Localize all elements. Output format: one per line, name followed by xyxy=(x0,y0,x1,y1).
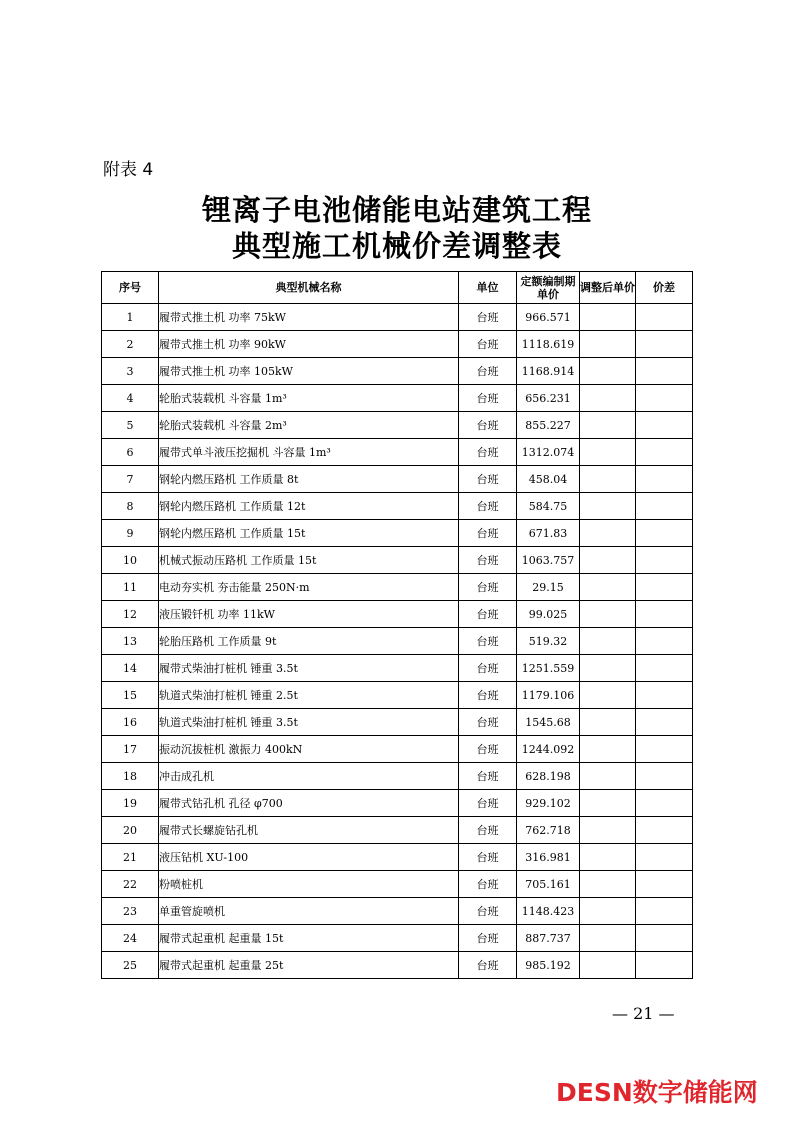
cell-adjusted-price xyxy=(580,655,636,682)
cell-unit: 台班 xyxy=(459,466,517,493)
cell-name: 履带式柴油打桩机 锤重 3.5t xyxy=(159,655,459,682)
header-name: 典型机械名称 xyxy=(159,272,459,304)
cell-name: 振动沉拔桩机 激振力 400kN xyxy=(159,736,459,763)
cell-unit: 台班 xyxy=(459,763,517,790)
table-row xyxy=(102,493,693,520)
cell-name: 履带式钻孔机 孔径 φ700 xyxy=(159,790,459,817)
cell-base-price: 1179.106 xyxy=(517,682,580,709)
cell-name: 轨道式柴油打桩机 锤重 3.5t xyxy=(159,709,459,736)
cell-unit: 台班 xyxy=(459,304,517,331)
appendix-label: 附表 4 xyxy=(103,160,154,180)
cell-base-price: 1545.68 xyxy=(517,709,580,736)
cell-name: 履带式推土机 功率 90kW xyxy=(159,331,459,358)
cell-name: 履带式长螺旋钻孔机 xyxy=(159,817,459,844)
cell-difference xyxy=(636,925,693,952)
cell-base-price: 628.198 xyxy=(517,763,580,790)
table-row xyxy=(102,574,693,601)
table-row xyxy=(102,466,693,493)
table-row xyxy=(102,898,693,925)
cell-difference xyxy=(636,385,693,412)
cell-unit: 台班 xyxy=(459,682,517,709)
cell-index: 10 xyxy=(102,547,159,574)
cell-unit: 台班 xyxy=(459,385,517,412)
cell-name: 冲击成孔机 xyxy=(159,763,459,790)
cell-adjusted-price xyxy=(580,709,636,736)
cell-index: 1 xyxy=(102,304,159,331)
cell-index: 21 xyxy=(102,844,159,871)
cell-difference xyxy=(636,304,693,331)
cell-adjusted-price xyxy=(580,385,636,412)
cell-difference xyxy=(636,736,693,763)
cell-difference xyxy=(636,574,693,601)
cell-adjusted-price xyxy=(580,736,636,763)
cell-name: 钢轮内燃压路机 工作质量 8t xyxy=(159,466,459,493)
cell-difference xyxy=(636,439,693,466)
cell-base-price: 458.04 xyxy=(517,466,580,493)
watermark-logo: DESN数字储能网 xyxy=(556,1078,758,1107)
cell-base-price: 671.83 xyxy=(517,520,580,547)
cell-index: 19 xyxy=(102,790,159,817)
cell-base-price: 855.227 xyxy=(517,412,580,439)
cell-index: 6 xyxy=(102,439,159,466)
cell-unit: 台班 xyxy=(459,898,517,925)
table-row xyxy=(102,412,693,439)
table-header-row xyxy=(102,272,693,304)
table-body xyxy=(102,304,693,979)
table-row xyxy=(102,628,693,655)
document-title-line2: 典型施工机械价差调整表 xyxy=(231,229,562,263)
cell-index: 11 xyxy=(102,574,159,601)
cell-unit: 台班 xyxy=(459,574,517,601)
header-unit: 单位 xyxy=(459,272,517,304)
cell-base-price: 1244.092 xyxy=(517,736,580,763)
cell-difference xyxy=(636,655,693,682)
table-row xyxy=(102,763,693,790)
cell-name: 液压锻钎机 功率 11kW xyxy=(159,601,459,628)
table-row xyxy=(102,952,693,979)
cell-base-price: 887.737 xyxy=(517,925,580,952)
cell-difference xyxy=(636,520,693,547)
cell-base-price: 762.718 xyxy=(517,817,580,844)
table-row xyxy=(102,547,693,574)
cell-index: 8 xyxy=(102,493,159,520)
table-row xyxy=(102,817,693,844)
cell-name: 电动夯实机 夯击能量 250N·m xyxy=(159,574,459,601)
machinery-price-table xyxy=(101,271,693,979)
cell-adjusted-price xyxy=(580,466,636,493)
cell-difference xyxy=(636,817,693,844)
cell-adjusted-price xyxy=(580,412,636,439)
cell-base-price: 584.75 xyxy=(517,493,580,520)
cell-base-price: 1168.914 xyxy=(517,358,580,385)
table-row xyxy=(102,439,693,466)
cell-unit: 台班 xyxy=(459,952,517,979)
cell-index: 18 xyxy=(102,763,159,790)
cell-name: 钢轮内燃压路机 工作质量 15t xyxy=(159,520,459,547)
table-row xyxy=(102,925,693,952)
cell-difference xyxy=(636,709,693,736)
cell-unit: 台班 xyxy=(459,844,517,871)
cell-unit: 台班 xyxy=(459,547,517,574)
cell-difference xyxy=(636,628,693,655)
cell-adjusted-price xyxy=(580,520,636,547)
cell-difference xyxy=(636,331,693,358)
cell-name: 履带式推土机 功率 105kW xyxy=(159,358,459,385)
cell-unit: 台班 xyxy=(459,493,517,520)
cell-difference xyxy=(636,790,693,817)
cell-adjusted-price xyxy=(580,439,636,466)
cell-index: 13 xyxy=(102,628,159,655)
cell-index: 5 xyxy=(102,412,159,439)
cell-adjusted-price xyxy=(580,844,636,871)
cell-adjusted-price xyxy=(580,493,636,520)
table-row xyxy=(102,871,693,898)
cell-name: 单重管旋喷机 xyxy=(159,898,459,925)
cell-difference xyxy=(636,547,693,574)
cell-unit: 台班 xyxy=(459,628,517,655)
table-row xyxy=(102,844,693,871)
table-row xyxy=(102,709,693,736)
cell-unit: 台班 xyxy=(459,520,517,547)
cell-name: 粉喷桩机 xyxy=(159,871,459,898)
cell-name: 履带式单斗液压挖掘机 斗容量 1m³ xyxy=(159,439,459,466)
cell-adjusted-price xyxy=(580,682,636,709)
table-row xyxy=(102,304,693,331)
table-row xyxy=(102,385,693,412)
cell-name: 轮胎式装载机 斗容量 1m³ xyxy=(159,385,459,412)
cell-adjusted-price xyxy=(580,871,636,898)
cell-adjusted-price xyxy=(580,790,636,817)
cell-unit: 台班 xyxy=(459,412,517,439)
cell-index: 14 xyxy=(102,655,159,682)
cell-index: 12 xyxy=(102,601,159,628)
cell-adjusted-price xyxy=(580,763,636,790)
cell-index: 16 xyxy=(102,709,159,736)
table-row xyxy=(102,655,693,682)
cell-index: 23 xyxy=(102,898,159,925)
cell-adjusted-price xyxy=(580,925,636,952)
cell-index: 15 xyxy=(102,682,159,709)
cell-index: 4 xyxy=(102,385,159,412)
page-number: — 21 — xyxy=(612,1004,675,1023)
cell-base-price: 985.192 xyxy=(517,952,580,979)
cell-difference xyxy=(636,952,693,979)
table-row xyxy=(102,736,693,763)
cell-adjusted-price xyxy=(580,952,636,979)
cell-unit: 台班 xyxy=(459,790,517,817)
cell-name: 履带式起重机 起重量 15t xyxy=(159,925,459,952)
cell-unit: 台班 xyxy=(459,817,517,844)
cell-difference xyxy=(636,466,693,493)
cell-unit: 台班 xyxy=(459,655,517,682)
table-row xyxy=(102,520,693,547)
cell-unit: 台班 xyxy=(459,709,517,736)
header-difference: 价差 xyxy=(636,272,693,304)
cell-difference xyxy=(636,682,693,709)
cell-base-price: 1251.559 xyxy=(517,655,580,682)
table-row xyxy=(102,358,693,385)
cell-unit: 台班 xyxy=(459,331,517,358)
cell-base-price: 99.025 xyxy=(517,601,580,628)
cell-name: 履带式推土机 功率 75kW xyxy=(159,304,459,331)
cell-index: 20 xyxy=(102,817,159,844)
table-row xyxy=(102,331,693,358)
cell-unit: 台班 xyxy=(459,871,517,898)
table-row xyxy=(102,682,693,709)
cell-name: 钢轮内燃压路机 工作质量 12t xyxy=(159,493,459,520)
header-adjusted-price: 调整后单价 xyxy=(580,272,636,304)
cell-difference xyxy=(636,493,693,520)
cell-index: 25 xyxy=(102,952,159,979)
cell-base-price: 1063.757 xyxy=(517,547,580,574)
cell-index: 22 xyxy=(102,871,159,898)
cell-unit: 台班 xyxy=(459,925,517,952)
cell-unit: 台班 xyxy=(459,736,517,763)
cell-adjusted-price xyxy=(580,547,636,574)
cell-difference xyxy=(636,358,693,385)
table-row xyxy=(102,790,693,817)
cell-adjusted-price xyxy=(580,574,636,601)
cell-base-price: 316.981 xyxy=(517,844,580,871)
cell-index: 24 xyxy=(102,925,159,952)
cell-base-price: 519.32 xyxy=(517,628,580,655)
cell-difference xyxy=(636,844,693,871)
cell-base-price: 29.15 xyxy=(517,574,580,601)
cell-name: 机械式振动压路机 工作质量 15t xyxy=(159,547,459,574)
cell-index: 9 xyxy=(102,520,159,547)
cell-base-price: 656.231 xyxy=(517,385,580,412)
cell-base-price: 929.102 xyxy=(517,790,580,817)
table-row xyxy=(102,601,693,628)
cell-adjusted-price xyxy=(580,358,636,385)
cell-name: 轨道式柴油打桩机 锤重 2.5t xyxy=(159,682,459,709)
cell-unit: 台班 xyxy=(459,439,517,466)
cell-base-price: 1312.074 xyxy=(517,439,580,466)
cell-adjusted-price xyxy=(580,304,636,331)
cell-unit: 台班 xyxy=(459,601,517,628)
cell-name: 轮胎式装载机 斗容量 2m³ xyxy=(159,412,459,439)
cell-base-price: 1118.619 xyxy=(517,331,580,358)
document-title-line1: 锂离子电池储能电站建筑工程 xyxy=(201,193,592,227)
cell-difference xyxy=(636,763,693,790)
cell-name: 轮胎压路机 工作质量 9t xyxy=(159,628,459,655)
cell-difference xyxy=(636,412,693,439)
cell-difference xyxy=(636,871,693,898)
cell-unit: 台班 xyxy=(459,358,517,385)
header-index: 序号 xyxy=(102,272,159,304)
header-base-price: 定额编制期单价 xyxy=(517,272,580,304)
cell-index: 3 xyxy=(102,358,159,385)
cell-index: 17 xyxy=(102,736,159,763)
cell-base-price: 966.571 xyxy=(517,304,580,331)
cell-name: 履带式起重机 起重量 25t xyxy=(159,952,459,979)
cell-adjusted-price xyxy=(580,817,636,844)
cell-adjusted-price xyxy=(580,601,636,628)
cell-difference xyxy=(636,898,693,925)
cell-index: 7 xyxy=(102,466,159,493)
cell-difference xyxy=(636,601,693,628)
cell-adjusted-price xyxy=(580,331,636,358)
cell-adjusted-price xyxy=(580,898,636,925)
cell-base-price: 1148.423 xyxy=(517,898,580,925)
cell-name: 液压钻机 XU-100 xyxy=(159,844,459,871)
cell-base-price: 705.161 xyxy=(517,871,580,898)
cell-adjusted-price xyxy=(580,628,636,655)
cell-index: 2 xyxy=(102,331,159,358)
